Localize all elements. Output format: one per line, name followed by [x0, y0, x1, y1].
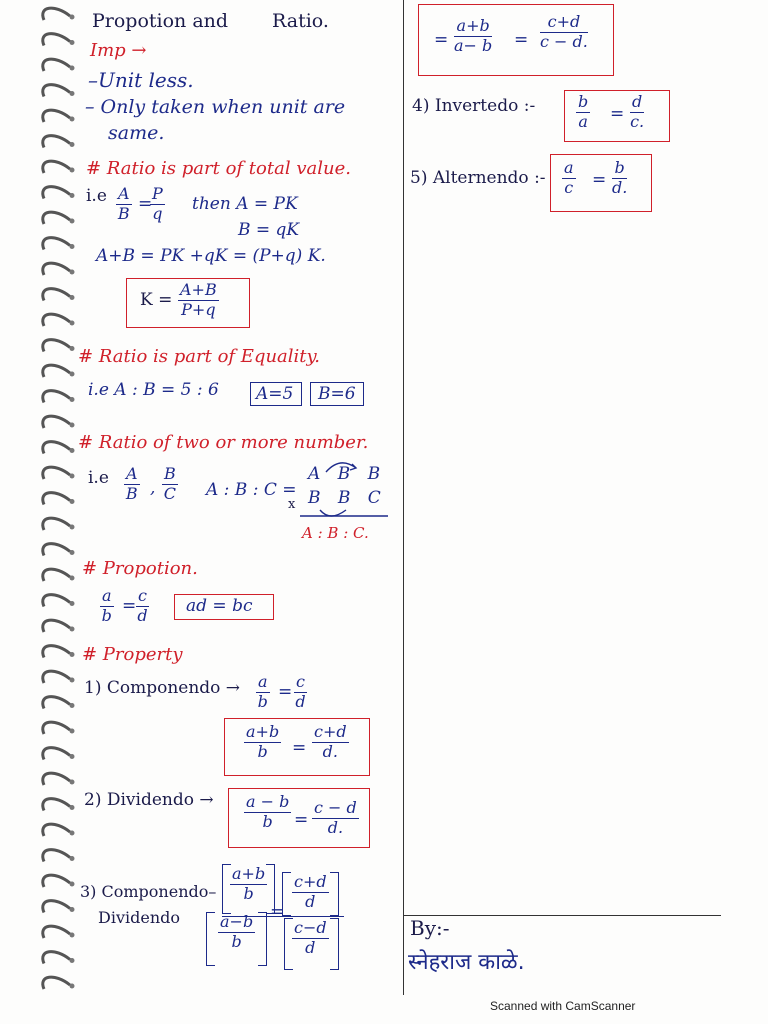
page-title: Propotion and	[92, 10, 229, 32]
spiral-ring	[43, 748, 70, 760]
spiral-ring	[43, 187, 70, 199]
a5-text: A=5	[256, 384, 294, 404]
fraction-a-b: A B	[117, 184, 130, 223]
inv-equals: =	[610, 104, 625, 124]
spiral-ring	[43, 799, 70, 811]
b-qk: B = qK	[238, 220, 300, 240]
abb-row: A B B	[308, 464, 387, 484]
spiral-ring	[43, 238, 70, 250]
spiral-ring	[43, 952, 70, 964]
spiral-hole	[70, 219, 75, 224]
spiral-ring	[43, 110, 70, 122]
spiral-ring	[43, 493, 70, 505]
spiral-hole	[70, 295, 75, 300]
spiral-ring	[43, 467, 70, 479]
spiral-ring	[43, 136, 70, 148]
spiral-ring	[43, 442, 70, 454]
equals-sign: =	[138, 194, 153, 214]
dividendo-label: 2) Dividendo →	[84, 790, 214, 810]
imp-label: Imp →	[90, 40, 147, 61]
spiral-hole	[70, 321, 75, 326]
spiral-hole	[70, 244, 75, 249]
fraction-b-d-alt: b d.	[612, 158, 628, 197]
then-a-pk: then A = PK	[192, 194, 298, 214]
spiral-hole	[70, 270, 75, 275]
fraction-a-b-2: A B	[125, 464, 138, 503]
fraction-k: A+B P+q	[180, 280, 217, 319]
b6-text: B=6	[318, 384, 356, 404]
spiral-ring	[43, 901, 70, 913]
spiral-ring	[43, 722, 70, 734]
spiral-binding	[0, 0, 80, 1000]
comp-div-label: 3) Componendo–	[80, 882, 217, 901]
spiral-ring	[43, 620, 70, 632]
spiral-ring	[43, 875, 70, 887]
spiral-hole	[70, 40, 75, 45]
k-label: K =	[140, 290, 173, 310]
spiral-hole	[70, 601, 75, 606]
spiral-hole	[70, 933, 75, 938]
spiral-ring	[43, 595, 70, 607]
spiral-hole	[70, 142, 75, 147]
spiral-hole	[70, 499, 75, 504]
prop-equals: =	[122, 596, 137, 616]
spiral-ring	[43, 850, 70, 862]
spiral-hole	[70, 652, 75, 657]
fraction-a-c-alt: a c	[564, 158, 574, 197]
spiral-ring	[43, 365, 70, 377]
scanner-watermark: Scanned with CamScanner	[490, 999, 636, 1013]
spiral-ring	[43, 212, 70, 224]
spiral-ring	[43, 59, 70, 71]
spiral-ring	[43, 977, 70, 989]
spiral-ring	[43, 161, 70, 173]
by-label: By:-	[410, 916, 450, 940]
spiral-ring	[43, 34, 70, 46]
componendo-label: 1) Componendo →	[84, 678, 241, 698]
spiral-hole	[70, 805, 75, 810]
ie2-label: i.e	[88, 468, 109, 488]
unit-less-text: –Unit less.	[88, 68, 194, 92]
spiral-hole	[70, 66, 75, 71]
top-eq-sign-2: =	[514, 30, 529, 50]
spiral-ring	[43, 646, 70, 658]
ad-bc-text: ad = bc	[186, 596, 253, 616]
spiral-hole	[70, 754, 75, 759]
spiral-ring	[43, 569, 70, 581]
spiral-ring	[43, 671, 70, 683]
spiral-hole	[70, 423, 75, 428]
spiral-hole	[70, 550, 75, 555]
abc-label: A : B : C =	[206, 480, 297, 500]
spiral-hole	[70, 193, 75, 198]
spiral-hole	[70, 703, 75, 708]
spiral-ring	[43, 391, 70, 403]
fraction-cpd-cmd: c+d c − d.	[540, 12, 588, 51]
div-box-equals: =	[294, 810, 309, 830]
bracket-left-3	[206, 912, 215, 966]
fraction-a-b-prop: a b	[101, 586, 112, 625]
spiral-ring	[43, 314, 70, 326]
spiral-hole	[70, 15, 75, 20]
comp-div-equals: =	[270, 902, 285, 922]
spiral-ring	[43, 926, 70, 938]
spiral-hole	[70, 678, 75, 683]
spiral-ring	[43, 697, 70, 709]
heading-proportion: # Propotion.	[82, 558, 198, 579]
only-taken-text: – Only taken when unit are	[85, 96, 346, 118]
spiral-hole	[70, 168, 75, 173]
comp-equals: =	[278, 682, 293, 702]
spiral-ring	[43, 518, 70, 530]
fraction-amb-b: a − b b	[246, 792, 290, 831]
fraction-b-c: B C	[163, 464, 176, 503]
spiral-ring	[43, 85, 70, 97]
fraction-cd4: c−d d	[294, 918, 327, 957]
author-signature: स्नेहराज काळे.	[408, 950, 525, 975]
fraction-apb-amb: a+b a− b	[454, 16, 493, 55]
spiral-hole	[70, 346, 75, 351]
spiral-hole	[70, 397, 75, 402]
heading-ratio-two: # Ratio of two or more number.	[78, 432, 369, 453]
spiral-hole	[70, 984, 75, 989]
cross-arrows	[300, 452, 390, 522]
comp-box-equals: =	[292, 738, 307, 758]
spiral-hole	[70, 372, 75, 377]
spiral-hole	[70, 91, 75, 96]
same-text: same.	[108, 122, 165, 144]
spiral-hole	[70, 907, 75, 912]
spiral-hole	[70, 729, 75, 734]
ie-label: i.e	[86, 186, 107, 206]
fraction-cd2: c+d d	[294, 872, 327, 911]
fraction-cd3: a−b b	[220, 912, 254, 951]
spiral-hole	[70, 831, 75, 836]
fraction-cmd-d: c − d d.	[314, 798, 357, 837]
page-title-2: Ratio.	[272, 10, 329, 32]
spiral-ring	[43, 263, 70, 275]
a-plus-b-equation: A+B = PK +qK = (P+q) K.	[96, 246, 326, 266]
heading-ratio-equality: # Ratio is part of Equality.	[78, 346, 321, 367]
bbc-row: B B C	[308, 488, 387, 508]
fraction-apb-b: a+b b	[246, 722, 280, 761]
abc-result: A : B : C.	[302, 524, 369, 542]
top-eq-sign: =	[434, 30, 449, 50]
spiral-hole	[70, 780, 75, 785]
fraction-c-d-prop: c d	[137, 586, 148, 625]
spiral-hole	[70, 856, 75, 861]
fraction-a-b-comp: a b	[257, 672, 268, 711]
heading-ratio-total: # Ratio is part of total value.	[86, 158, 351, 179]
fraction-b-a-inv: b a	[578, 92, 589, 131]
invertedo-label: 4) Invertedo :-	[412, 96, 536, 116]
spiral-hole	[70, 576, 75, 581]
fraction-c-d-comp: c d	[295, 672, 306, 711]
comma: ,	[150, 478, 156, 498]
spiral-hole	[70, 117, 75, 122]
ie-ab-ratio: i.e A : B = 5 : 6	[88, 380, 219, 400]
multiply-mark: x	[288, 497, 296, 512]
spiral-hole	[70, 958, 75, 963]
spiral-ring	[43, 8, 70, 20]
fraction-p-q: P q	[152, 184, 163, 223]
bracket-right-3	[258, 912, 267, 966]
column-divider	[403, 0, 404, 995]
fraction-cd1: a+b b	[232, 864, 266, 903]
fraction-d-c-inv: d c.	[630, 92, 645, 131]
alt-equals: =	[592, 170, 607, 190]
spiral-ring	[43, 773, 70, 785]
alternendo-label: 5) Alternendo :-	[410, 168, 546, 188]
spiral-ring	[43, 416, 70, 428]
heading-property: # Property	[82, 644, 183, 665]
bracket-right-2	[330, 872, 339, 916]
spiral-ring	[43, 289, 70, 301]
spiral-hole	[70, 627, 75, 632]
spiral-hole	[70, 448, 75, 453]
comp-div-label-2: Dividendo	[98, 908, 180, 927]
spiral-hole	[70, 525, 75, 530]
bracket-right-4	[330, 918, 339, 970]
fraction-cpd-d: c+d d.	[314, 722, 347, 761]
spiral-ring	[43, 544, 70, 556]
spiral-hole	[70, 474, 75, 479]
spiral-ring	[43, 340, 70, 352]
spiral-hole	[70, 882, 75, 887]
signature-divider	[403, 915, 721, 916]
spiral-ring	[43, 824, 70, 836]
